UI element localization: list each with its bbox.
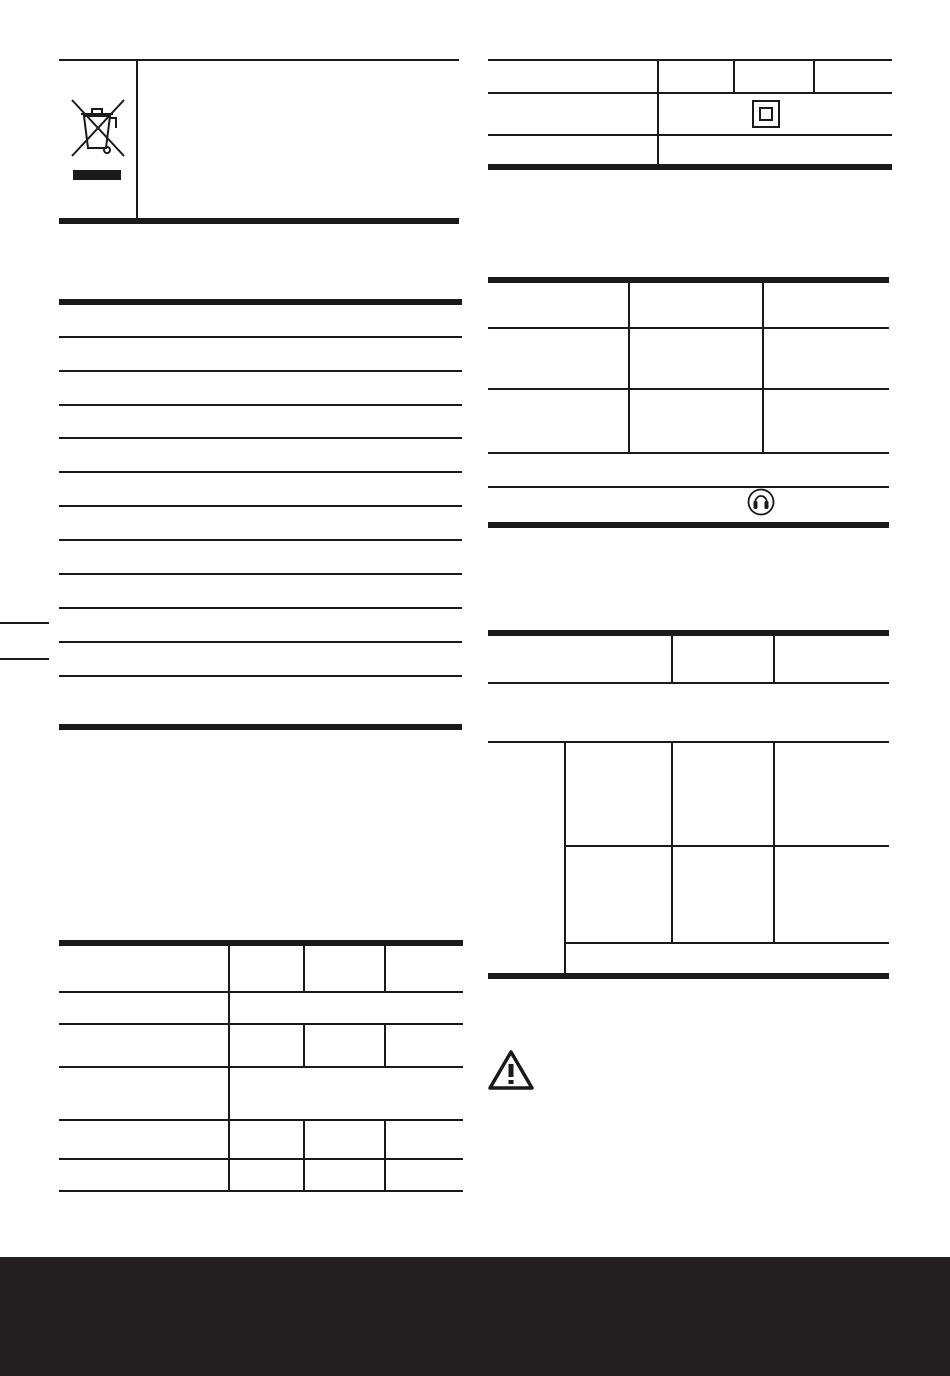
crossed-out-wheeled-bin-icon <box>66 96 130 184</box>
page-footer-band <box>0 1257 950 1376</box>
warning-triangle-icon <box>487 1049 535 1091</box>
ear-protection-icon <box>747 488 775 516</box>
double-insulation-class-ii-icon <box>752 100 780 128</box>
